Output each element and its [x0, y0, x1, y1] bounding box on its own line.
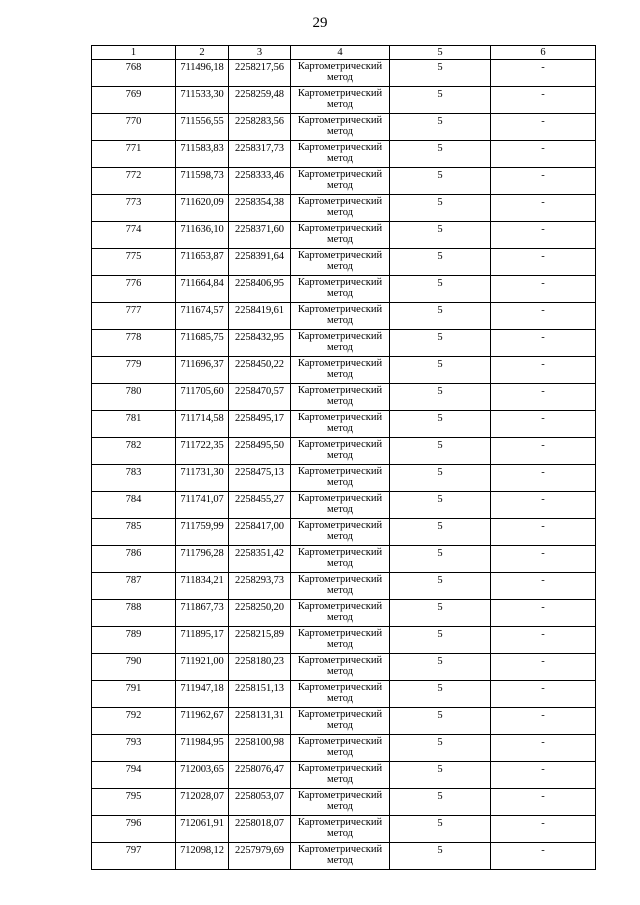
cell-note: - [491, 465, 596, 492]
cell-coordinate-x: 711759,99 [176, 519, 229, 546]
cell-accuracy: 5 [390, 411, 491, 438]
cell-accuracy: 5 [390, 735, 491, 762]
cell-coordinate-x: 711705,60 [176, 384, 229, 411]
cell-coordinate-x: 711722,35 [176, 438, 229, 465]
cell-note: - [491, 708, 596, 735]
cell-note: - [491, 546, 596, 573]
table-row [92, 573, 596, 600]
cell-coordinate-y: 2258450,22 [229, 357, 291, 384]
cell-method: Картометрический метод [291, 465, 390, 492]
table-row [92, 141, 596, 168]
cell-point-number: 769 [92, 87, 176, 114]
cell-point-number: 774 [92, 222, 176, 249]
cell-method: Картометрический метод [291, 249, 390, 276]
table-row [92, 762, 596, 789]
cell-coordinate-x: 712003,65 [176, 762, 229, 789]
cell-point-number: 792 [92, 708, 176, 735]
cell-accuracy: 5 [390, 546, 491, 573]
cell-coordinate-y: 2258371,60 [229, 222, 291, 249]
cell-accuracy: 5 [390, 330, 491, 357]
table-row [92, 195, 596, 222]
cell-coordinate-y: 2258250,20 [229, 600, 291, 627]
cell-coordinate-x: 711598,73 [176, 168, 229, 195]
cell-note: - [491, 384, 596, 411]
cell-coordinate-x: 712028,07 [176, 789, 229, 816]
cell-accuracy: 5 [390, 519, 491, 546]
cell-accuracy: 5 [390, 654, 491, 681]
cell-coordinate-x: 711685,75 [176, 330, 229, 357]
cell-note: - [491, 519, 596, 546]
cell-coordinate-y: 2258417,00 [229, 519, 291, 546]
table-row [92, 249, 596, 276]
cell-coordinate-x: 712061,91 [176, 816, 229, 843]
cell-accuracy: 5 [390, 600, 491, 627]
cell-method: Картометрический метод [291, 411, 390, 438]
cell-point-number: 791 [92, 681, 176, 708]
cell-note: - [491, 249, 596, 276]
cell-coordinate-y: 2258293,73 [229, 573, 291, 600]
cell-method: Картометрический метод [291, 735, 390, 762]
cell-coordinate-x: 711653,87 [176, 249, 229, 276]
table-row [92, 60, 596, 87]
table-header-row [92, 46, 596, 60]
cell-point-number: 771 [92, 141, 176, 168]
cell-accuracy: 5 [390, 843, 491, 870]
cell-point-number: 772 [92, 168, 176, 195]
cell-method: Картометрический метод [291, 816, 390, 843]
cell-accuracy: 5 [390, 762, 491, 789]
cell-point-number: 770 [92, 114, 176, 141]
cell-coordinate-y: 2258354,38 [229, 195, 291, 222]
cell-note: - [491, 816, 596, 843]
cell-coordinate-x: 711533,30 [176, 87, 229, 114]
table-row [92, 87, 596, 114]
cell-coordinate-x: 711741,07 [176, 492, 229, 519]
cell-coordinate-y: 2258406,95 [229, 276, 291, 303]
table-row [92, 492, 596, 519]
cell-method: Картометрический метод [291, 627, 390, 654]
table-row [92, 465, 596, 492]
cell-point-number: 796 [92, 816, 176, 843]
table-row [92, 411, 596, 438]
cell-method: Картометрический метод [291, 114, 390, 141]
cell-point-number: 794 [92, 762, 176, 789]
cell-coordinate-x: 711731,30 [176, 465, 229, 492]
table-row [92, 276, 596, 303]
cell-coordinate-y: 2257979,69 [229, 843, 291, 870]
cell-coordinate-x: 711674,57 [176, 303, 229, 330]
cell-coordinate-y: 2258180,23 [229, 654, 291, 681]
cell-point-number: 797 [92, 843, 176, 870]
cell-point-number: 778 [92, 330, 176, 357]
cell-point-number: 777 [92, 303, 176, 330]
cell-method: Картометрический метод [291, 681, 390, 708]
cell-point-number: 768 [92, 60, 176, 87]
cell-point-number: 781 [92, 411, 176, 438]
cell-note: - [491, 681, 596, 708]
cell-method: Картометрический метод [291, 60, 390, 87]
cell-coordinate-x: 711496,18 [176, 60, 229, 87]
cell-coordinate-y: 2258053,07 [229, 789, 291, 816]
cell-coordinate-y: 2258455,27 [229, 492, 291, 519]
cell-coordinate-y: 2258391,64 [229, 249, 291, 276]
cell-coordinate-y: 2258018,07 [229, 816, 291, 843]
table-row [92, 627, 596, 654]
table-body [92, 60, 596, 870]
page-number: 29 [312, 15, 328, 31]
cell-coordinate-y: 2258283,56 [229, 114, 291, 141]
cell-method: Картометрический метод [291, 519, 390, 546]
cell-accuracy: 5 [390, 141, 491, 168]
table-row [92, 114, 596, 141]
table-row [92, 357, 596, 384]
table-row [92, 789, 596, 816]
cell-coordinate-x: 711664,84 [176, 276, 229, 303]
cell-note: - [491, 357, 596, 384]
column-header-6: 6 [491, 46, 596, 60]
cell-coordinate-x: 711620,09 [176, 195, 229, 222]
cell-method: Картометрический метод [291, 600, 390, 627]
cell-note: - [491, 843, 596, 870]
cell-method: Картометрический метод [291, 195, 390, 222]
cell-method: Картометрический метод [291, 357, 390, 384]
cell-note: - [491, 735, 596, 762]
cell-coordinate-y: 2258259,48 [229, 87, 291, 114]
column-header-5: 5 [390, 46, 491, 60]
cell-point-number: 785 [92, 519, 176, 546]
cell-point-number: 793 [92, 735, 176, 762]
cell-note: - [491, 762, 596, 789]
table-row [92, 384, 596, 411]
cell-coordinate-x: 711947,18 [176, 681, 229, 708]
cell-note: - [491, 87, 596, 114]
cell-note: - [491, 60, 596, 87]
cell-method: Картометрический метод [291, 168, 390, 195]
table-row [92, 816, 596, 843]
cell-coordinate-x: 711583,83 [176, 141, 229, 168]
cell-coordinate-x: 711921,00 [176, 654, 229, 681]
cell-note: - [491, 195, 596, 222]
cell-coordinate-x: 711696,37 [176, 357, 229, 384]
cell-coordinate-y: 2258317,73 [229, 141, 291, 168]
cell-coordinate-y: 2258215,89 [229, 627, 291, 654]
cell-note: - [491, 114, 596, 141]
cell-coordinate-y: 2258151,13 [229, 681, 291, 708]
cell-accuracy: 5 [390, 438, 491, 465]
cell-method: Картометрический метод [291, 546, 390, 573]
cell-accuracy: 5 [390, 789, 491, 816]
cell-point-number: 795 [92, 789, 176, 816]
table-row [92, 303, 596, 330]
cell-point-number: 786 [92, 546, 176, 573]
cell-accuracy: 5 [390, 249, 491, 276]
cell-method: Картометрический метод [291, 789, 390, 816]
cell-point-number: 776 [92, 276, 176, 303]
cell-note: - [491, 303, 596, 330]
cell-coordinate-y: 2258131,31 [229, 708, 291, 735]
cell-method: Картометрический метод [291, 492, 390, 519]
cell-coordinate-y: 2258470,57 [229, 384, 291, 411]
cell-coordinate-y: 2258495,17 [229, 411, 291, 438]
column-header-4: 4 [291, 46, 390, 60]
cell-accuracy: 5 [390, 573, 491, 600]
table-row [92, 168, 596, 195]
cell-coordinate-y: 2258217,56 [229, 60, 291, 87]
cell-method: Картометрический метод [291, 654, 390, 681]
table-row [92, 546, 596, 573]
table-row [92, 843, 596, 870]
cell-method: Картометрический метод [291, 222, 390, 249]
cell-point-number: 782 [92, 438, 176, 465]
cell-point-number: 783 [92, 465, 176, 492]
cell-note: - [491, 627, 596, 654]
cell-accuracy: 5 [390, 195, 491, 222]
cell-accuracy: 5 [390, 384, 491, 411]
cell-accuracy: 5 [390, 87, 491, 114]
cell-coordinate-x: 711867,73 [176, 600, 229, 627]
cell-coordinate-x: 711984,95 [176, 735, 229, 762]
cell-point-number: 787 [92, 573, 176, 600]
cell-note: - [491, 168, 596, 195]
cell-point-number: 779 [92, 357, 176, 384]
cell-note: - [491, 600, 596, 627]
table-row [92, 222, 596, 249]
table-row [92, 708, 596, 735]
cell-coordinate-y: 2258076,47 [229, 762, 291, 789]
cell-note: - [491, 654, 596, 681]
table-row [92, 681, 596, 708]
cell-point-number: 780 [92, 384, 176, 411]
cell-point-number: 790 [92, 654, 176, 681]
cell-accuracy: 5 [390, 357, 491, 384]
cell-coordinate-x: 712098,12 [176, 843, 229, 870]
coordinates-table [91, 45, 596, 870]
cell-coordinate-y: 2258432,95 [229, 330, 291, 357]
cell-note: - [491, 330, 596, 357]
cell-note: - [491, 276, 596, 303]
cell-accuracy: 5 [390, 168, 491, 195]
cell-point-number: 788 [92, 600, 176, 627]
cell-note: - [491, 789, 596, 816]
cell-coordinate-y: 2258333,46 [229, 168, 291, 195]
cell-coordinate-x: 711636,10 [176, 222, 229, 249]
cell-method: Картометрический метод [291, 762, 390, 789]
cell-method: Картометрический метод [291, 141, 390, 168]
cell-accuracy: 5 [390, 492, 491, 519]
cell-method: Картометрический метод [291, 330, 390, 357]
cell-accuracy: 5 [390, 627, 491, 654]
cell-point-number: 773 [92, 195, 176, 222]
cell-method: Картометрический метод [291, 438, 390, 465]
cell-coordinate-x: 711796,28 [176, 546, 229, 573]
cell-method: Картометрический метод [291, 87, 390, 114]
cell-note: - [491, 438, 596, 465]
cell-accuracy: 5 [390, 222, 491, 249]
cell-accuracy: 5 [390, 276, 491, 303]
cell-point-number: 789 [92, 627, 176, 654]
cell-coordinate-x: 711962,67 [176, 708, 229, 735]
cell-method: Картометрический метод [291, 708, 390, 735]
table-row [92, 654, 596, 681]
cell-note: - [491, 222, 596, 249]
cell-coordinate-x: 711556,55 [176, 114, 229, 141]
cell-accuracy: 5 [390, 303, 491, 330]
cell-note: - [491, 573, 596, 600]
cell-point-number: 775 [92, 249, 176, 276]
cell-coordinate-x: 711834,21 [176, 573, 229, 600]
cell-accuracy: 5 [390, 816, 491, 843]
column-header-1: 1 [92, 46, 176, 60]
table-row [92, 735, 596, 762]
cell-accuracy: 5 [390, 681, 491, 708]
cell-accuracy: 5 [390, 114, 491, 141]
cell-coordinate-x: 711714,58 [176, 411, 229, 438]
cell-method: Картометрический метод [291, 303, 390, 330]
table-row [92, 330, 596, 357]
cell-accuracy: 5 [390, 465, 491, 492]
cell-coordinate-x: 711895,17 [176, 627, 229, 654]
cell-method: Картометрический метод [291, 573, 390, 600]
cell-note: - [491, 411, 596, 438]
table-row [92, 519, 596, 546]
table-row [92, 438, 596, 465]
cell-method: Картометрический метод [291, 384, 390, 411]
cell-coordinate-y: 2258495,50 [229, 438, 291, 465]
cell-note: - [491, 492, 596, 519]
column-header-2: 2 [176, 46, 229, 60]
cell-coordinate-y: 2258419,61 [229, 303, 291, 330]
cell-accuracy: 5 [390, 60, 491, 87]
cell-coordinate-y: 2258475,13 [229, 465, 291, 492]
table-row [92, 600, 596, 627]
cell-coordinate-y: 2258351,42 [229, 546, 291, 573]
cell-method: Картометрический метод [291, 843, 390, 870]
cell-note: - [491, 141, 596, 168]
cell-accuracy: 5 [390, 708, 491, 735]
cell-coordinate-y: 2258100,98 [229, 735, 291, 762]
cell-point-number: 784 [92, 492, 176, 519]
cell-method: Картометрический метод [291, 276, 390, 303]
column-header-3: 3 [229, 46, 291, 60]
